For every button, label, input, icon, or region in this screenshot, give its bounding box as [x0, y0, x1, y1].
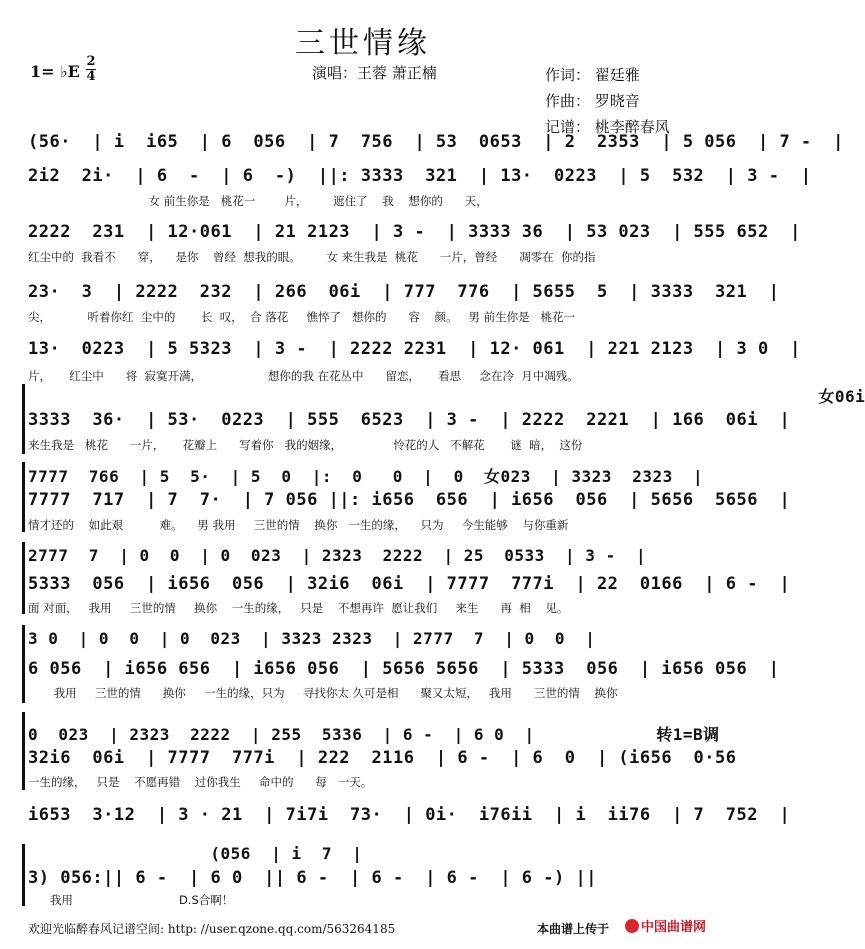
lyric-line: 尖， 听着你红 尘中的 长 叹， 合 落花 憔悴了 想你的 容 颜。 男 前生你是 桃花一 [28, 310, 576, 324]
lyric-line: 面 对面， 我用 三世的情 换你 一生的缘， 只是 不想再许 愿让我们 来生 再 相 见。 [28, 601, 569, 615]
lyric-line: 情才还的 如此艰 难。 男 我用 三世的情 换你 一生的缘， 只为 今生能够 与你重新 [28, 518, 569, 532]
notation-upper-line: 女06i [28, 387, 865, 406]
score-system-7 [28, 462, 791, 534]
score-system-6 [28, 384, 865, 456]
footer-upload-note: 本曲谱上传于 [537, 922, 610, 936]
score-system-5 [28, 335, 801, 385]
score-system-12 [28, 840, 692, 910]
notation-line: 6 056 | i656 656 | i656 056 | 5656 5656 | 5333 056 | i656 056 | [28, 659, 780, 679]
site-logo [625, 916, 706, 935]
transcriber: 记谱： 桃李醉春风 [545, 118, 670, 136]
lyric-line: 片， 红尘中 将 寂寞开满， 想你的我 在花丛中 留恋， 看思 念在冷 月中凋残。 [28, 369, 579, 383]
lyric-line: 一生的缘， 只是 不愿再错 过你我生 命中的 每 一天。 [28, 775, 373, 789]
singers: 演唱：王蓉 萧正楠 [312, 64, 437, 82]
notation-line: 5333 056 | i656 056 | 32i6 06i | 7777 777i | 22 0166 | 6 - | [28, 574, 791, 594]
notation-line: 2i2 2i· | 6 - | 6 -) ||: 3333 321 | 13· 0223 | 5 532 | 3 - | [28, 166, 812, 186]
notation-line: 32i6 06i | 7777 777i | 222 2116 | 6 - | 6 0 | (i656 0·56 [28, 748, 737, 768]
score-system-3 [28, 218, 801, 268]
notation-line: 2222 231 | 12·061 | 21 2123 | 3 - | 3333 36 | 53 023 | 555 652 | [28, 222, 801, 242]
score-system-2 [28, 160, 812, 210]
score-system-9 [28, 625, 780, 705]
score-system-4 [28, 278, 780, 328]
notation-line: 3333 36· | 53· 0223 | 555 6523 | 3 - | 2222 2221 | 166 06i | [28, 410, 791, 430]
composer: 作曲： 罗晓音 [545, 92, 640, 110]
time-sig-top: 2 [86, 54, 96, 69]
lyric-line: 我用 D.S合啊！ [28, 893, 234, 907]
lyric-line: 来生我是 桃花 一片， 花瓣上 写着你 我的姻缘， 怜花的人 不解花 谜 暗， 这份 [28, 438, 583, 452]
notation-line: (56· | i i65 | 6 056 | 7 756 | 53 0653 | 2 2353 | 5 056 | 7 - | [28, 132, 844, 152]
score-system-8 [28, 542, 791, 617]
score-title: 三世情缘 [295, 26, 431, 61]
key-signature: 1= ♭E [30, 62, 80, 81]
notation-upper-line: 0 023 | 2323 2222 | 255 5336 | 6 - | 6 0 | 转1=B调 [28, 725, 720, 744]
lyric-line: 我用 三世的情 换你 一生的缘，只为 寻找你太 久可是相 聚又太短， 我用 三世的情 换你 [28, 686, 618, 700]
notation-upper-line: (056 | i 7 | [28, 844, 363, 863]
notation-line: i653 3·12 | 3 · 21 | 7i7i 73· | 0i· i76ii | i ii76 | 7 752 | [28, 805, 791, 825]
notation-line: 23· 3 | 2222 232 | 266 06i | 777 776 | 5655 5 | 3333 321 | [28, 282, 780, 302]
notation-upper-line: 7777 766 | 5 5· | 5 0 |: 0 0 | 0 女023 | 3323 2323 | [28, 467, 704, 486]
logo-text: 中国曲谱网 [641, 920, 707, 935]
time-signature [86, 56, 96, 83]
score-system-10 [28, 712, 737, 792]
time-sig-bottom: 4 [86, 69, 96, 84]
lyric-line: 女 前生你是 桃花一 片， 遮住了 我 想你的 天， [28, 194, 488, 208]
score-system-1 [28, 128, 844, 158]
footer-credit: 欢迎光临醉春风记谱空间: http: //user.qzone.qq.com/563264185 [28, 922, 396, 936]
notation-upper-line: 3 0 | 0 0 | 0 023 | 3323 2323 | 2777 7 | 0 0 | [28, 629, 596, 648]
lyricist: 作词： 翟廷雅 [545, 66, 640, 84]
notation-line: 7777 717 | 7 7· | 7 056 ||: i656 656 | i656 056 | 5656 5656 | [28, 490, 791, 510]
lyric-line: 红尘中的 我看不 穿， 是你 曾经 想我的眼。 女 来生我是 桃花 一片，曾经 凋零在 你的指 [28, 250, 596, 264]
notation-line: 13· 0223 | 5 5323 | 3 - | 2222 2231 | 12· 061 | 221 2123 | 3 0 | [28, 339, 801, 359]
score-system-11 [28, 805, 791, 835]
logo-icon [625, 919, 639, 933]
notation-upper-line: 2777 7 | 0 0 | 0 023 | 2323 2222 | 25 0533 | 3 - | [28, 546, 647, 565]
notation-line: 3) 056:|| 6 - | 6 0 || 6 - | 6 - | 6 - | 6 -) || [28, 868, 597, 888]
